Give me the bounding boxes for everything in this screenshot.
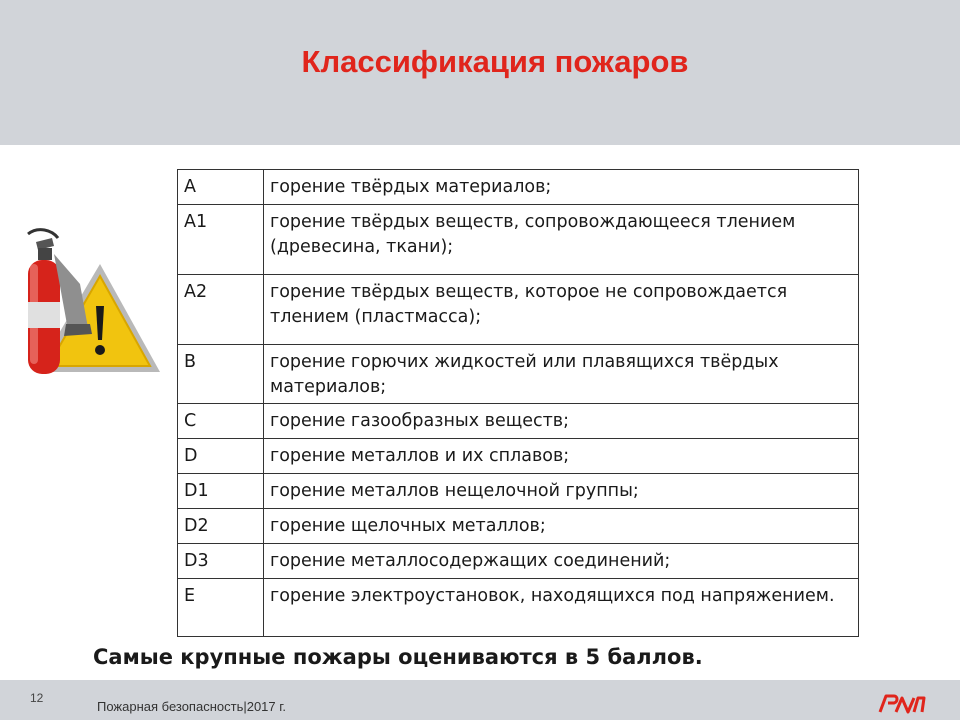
class-code: A1 <box>178 205 264 275</box>
class-description: горение металлов нещелочной группы; <box>264 474 859 509</box>
class-description: горение металлов и их сплавов; <box>264 439 859 474</box>
table-row <box>178 439 859 474</box>
class-description: горение газообразных веществ; <box>264 404 859 439</box>
class-code: A2 <box>178 275 264 345</box>
class-description: горение твёрдых веществ, которое не сопровождается тлением (пластмасса); <box>264 275 859 345</box>
class-description: горение горючих жидкостей или плавящихся твёрдых материалов; <box>264 345 859 404</box>
class-code: B <box>178 345 264 404</box>
table-row <box>178 544 859 579</box>
table-row <box>178 509 859 544</box>
summary-note: Самые крупные пожары оцениваются в 5 баллов. <box>93 645 703 669</box>
class-code: D <box>178 439 264 474</box>
page-number: 12 <box>30 691 44 705</box>
table-row <box>178 345 859 404</box>
rzd-logo-icon <box>876 690 926 716</box>
class-description: горение твёрдых материалов; <box>264 170 859 205</box>
table-row <box>178 275 859 345</box>
table-row <box>178 579 859 637</box>
class-code: A <box>178 170 264 205</box>
class-description: горение электроустановок, находящихся под напряжением. <box>264 579 859 637</box>
class-code: E <box>178 579 264 637</box>
class-code: C <box>178 404 264 439</box>
class-description: горение твёрдых веществ, сопровождающееся тлением (древесина, ткани); <box>264 205 859 275</box>
table-row <box>178 404 859 439</box>
fire-class-table <box>177 169 859 637</box>
slide-title: Классификация пожаров <box>301 44 689 79</box>
class-description: горение щелочных металлов; <box>264 509 859 544</box>
class-code: D3 <box>178 544 264 579</box>
class-code: D1 <box>178 474 264 509</box>
fire-extinguisher-warning-illustration <box>8 224 163 384</box>
table-row <box>178 170 859 205</box>
table-row <box>178 474 859 509</box>
table-row <box>178 205 859 275</box>
class-code: D2 <box>178 509 264 544</box>
class-description: горение металлосодержащих соединений; <box>264 544 859 579</box>
footer-caption: Пожарная безопасность|2017 г. <box>97 699 287 714</box>
